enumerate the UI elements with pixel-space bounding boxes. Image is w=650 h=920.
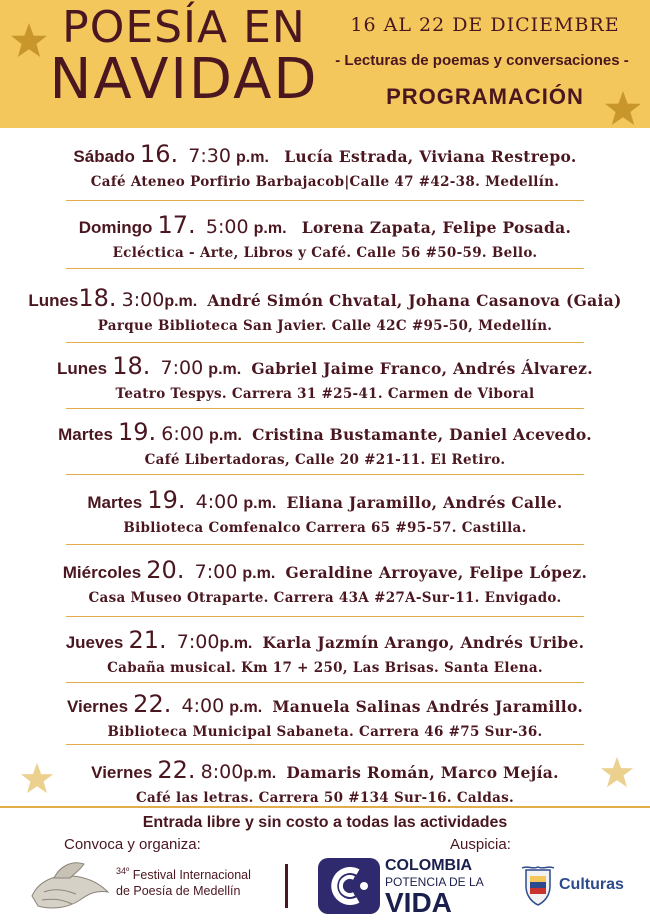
event-row [0, 140, 650, 190]
event-pm: p.m. [229, 699, 263, 716]
programacion-heading: PROGRAMACIÓN [386, 84, 584, 109]
festival-name [116, 866, 266, 899]
event-date: 18. [112, 352, 151, 380]
divider [66, 616, 584, 617]
event-time: 8:00 [200, 761, 244, 783]
dates-text: 16 AL 22 DE DICIEMBRE [350, 14, 620, 36]
event-day: Jueves [65, 633, 124, 652]
festival-logo-icon [24, 852, 114, 916]
divider [66, 342, 584, 343]
event-time: 6:00 [161, 423, 204, 445]
event-row [0, 690, 650, 740]
event-poets: Lorena Zapata, Felipe Posada. [301, 218, 572, 237]
colombia-line3: VIDA [385, 887, 452, 918]
event-time: 3:00 [121, 289, 165, 311]
event-venue: Biblioteca Municipal Sabaneta. Carrera 46 #75 Sur-36. [107, 724, 543, 740]
event-day: Lunes [28, 291, 79, 310]
event-row [0, 626, 650, 676]
event-day: Miércoles [62, 563, 142, 582]
event-day: Sábado [73, 147, 135, 166]
event-poets: Karla Jazmín Arango, Andrés Uribe. [262, 633, 585, 652]
event-day: Martes [87, 493, 143, 512]
event-date: 21. [128, 626, 167, 654]
event-venue: Cabaña musical. Km 17 + 250, Las Brisas. Santa Elena. [107, 660, 543, 676]
event-pm: p.m. [164, 293, 198, 310]
event-date: 22. [133, 690, 172, 718]
colombia-logo-icon [318, 858, 380, 914]
page-title [44, 2, 324, 112]
star-icon [600, 756, 634, 788]
event-time: 7:00 [176, 631, 220, 653]
event-venue: Biblioteca Comfenalco Carrera 65 #95-57. Castilla. [123, 520, 527, 536]
colombia-brand [385, 858, 505, 917]
divider [66, 268, 584, 269]
title-line1: POESÍA EN [62, 2, 306, 53]
event-time: 7:00 [194, 561, 238, 583]
event-venue: Casa Museo Otraparte. Carrera 43A #27A-Sur-11. Envigado. [88, 590, 562, 606]
event-time: 4:00 [181, 695, 225, 717]
festival-line1: Festival Internacional [132, 868, 251, 883]
event-pm: p.m. [243, 495, 277, 512]
event-time: 4:00 [195, 491, 239, 513]
event-poets: Eliana Jaramillo, Andrés Calle. [286, 493, 563, 512]
culturas-brand: Culturas [559, 876, 624, 893]
event-date: 20. [146, 556, 185, 584]
event-row [0, 211, 650, 261]
event-row [0, 486, 650, 536]
divider [66, 544, 584, 545]
divider [66, 474, 584, 475]
divider [66, 200, 584, 201]
event-day: Viernes [66, 697, 129, 716]
event-time: 5:00 [205, 216, 249, 238]
divider [66, 408, 584, 409]
event-day: Martes [58, 425, 113, 444]
event-day: Viernes [91, 763, 153, 782]
event-row [0, 756, 650, 806]
event-venue: Café Ateneo Porfirio Barbajacob|Calle 47 #42-38. Medellín. [90, 174, 560, 190]
event-day: Lunes [57, 359, 108, 378]
festival-line2: de Poesía de Medellín [116, 883, 241, 898]
shield-icon [520, 864, 556, 908]
header-banner [0, 0, 650, 128]
event-poets: Cristina Bustamante, Daniel Acevedo. [252, 425, 592, 444]
event-pm: p.m. [236, 149, 269, 166]
event-date: 18. [78, 284, 117, 312]
event-pm: p.m. [253, 220, 287, 237]
footer-separator [285, 864, 288, 908]
event-row [0, 284, 650, 334]
event-venue: Teatro Tespys. Carrera 31 #25-41. Carmen de Viboral [115, 386, 535, 402]
event-date: 22. [157, 756, 196, 784]
festival-edition: 34º [116, 866, 130, 876]
auspicia-label: Auspicia: [450, 836, 511, 853]
event-row [0, 556, 650, 606]
event-poets: Geraldine Arroyave, Felipe López. [285, 563, 588, 582]
event-venue: Parque Biblioteca San Javier. Calle 42C #95-50, Medellín. [97, 318, 553, 334]
event-pm: p.m. [219, 635, 253, 652]
star-icon [10, 22, 48, 58]
event-poets: Damaris Román, Marco Mejía. [286, 763, 559, 782]
event-poets: Gabriel Jaime Franco, Andrés Álvarez. [251, 359, 593, 378]
event-poets: Lucía Estrada, Viviana Restrepo. [284, 147, 577, 166]
event-date: 17. [157, 211, 196, 239]
subtitle-text: - Lecturas de poemas y conversaciones - [335, 52, 629, 69]
divider [66, 744, 584, 745]
colombia-line2: POTENCIA DE LA [385, 875, 484, 889]
footer-divider [0, 806, 650, 808]
divider [66, 682, 584, 683]
event-date: 19. [118, 418, 157, 446]
event-day: Domingo [78, 218, 153, 237]
event-venue: Café Libertadoras, Calle 20 #21-11. El Retiro. [144, 452, 506, 468]
event-time: 7:30 [188, 145, 231, 167]
star-icon [20, 762, 54, 794]
event-date: 19. [147, 486, 186, 514]
event-pm: p.m. [243, 765, 277, 782]
event-venue: Ecléctica - Arte, Libros y Café. Calle 56 #50-59. Bello. [112, 245, 538, 261]
event-date: 16. [139, 140, 179, 168]
colombia-line1: COLOMBIA [385, 857, 473, 874]
event-pm: p.m. [209, 427, 242, 444]
event-poets: André Simón Chvatal, Johana Casanova (Gaia) [207, 291, 622, 310]
event-pm: p.m. [208, 361, 242, 378]
event-row [0, 418, 650, 468]
event-venue: Café las letras. Carrera 50 #134 Sur-16. Caldas. [135, 790, 515, 806]
event-row [0, 352, 650, 402]
event-time: 7:00 [160, 357, 204, 379]
entrada-libre-text: Entrada libre y sin costo a todas las actividades [142, 814, 508, 831]
convoca-label: Convoca y organiza: [64, 836, 201, 853]
title-line2: NAVIDAD [49, 47, 319, 112]
star-icon [604, 90, 642, 126]
event-poets: Manuela Salinas Andrés Jaramillo. [272, 697, 584, 716]
event-pm: p.m. [242, 565, 276, 582]
